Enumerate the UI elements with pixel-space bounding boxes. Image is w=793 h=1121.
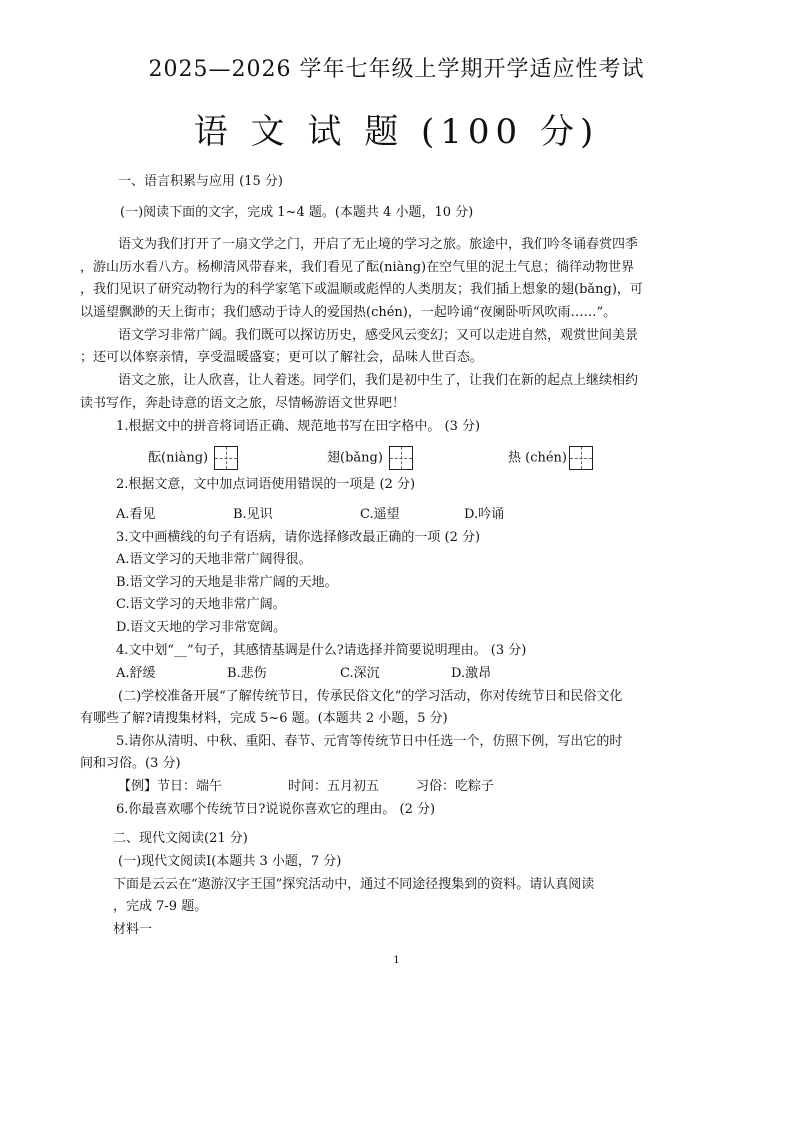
para3-line: 语文之旅，让人欣喜，让人着迷。同学们，我们是初中生了，让我们在新的起点上继续相约: [118, 373, 639, 388]
part1-intro: (一)阅读下面的文字，完成 1~4 题。(本题共 4 小题，10 分): [120, 205, 474, 220]
section1-heading: 一、语言积累与应用 (15 分): [118, 174, 283, 189]
question-5-line: 间和习俗。(3 分): [80, 756, 181, 771]
q3-option[interactable]: D.语文天地的学习非常宽阔。: [116, 620, 287, 635]
exam-subtitle: 语 文 试 题 (100 分): [193, 112, 600, 152]
question-4: 4.文中划“__”句子，其感情基调是什么?请选择并简要说明理由。 (3 分): [116, 643, 527, 658]
question-6: 6.你最喜欢哪个传统节日?说说你喜欢它的理由。 (2 分): [116, 802, 436, 817]
q1-item: [508, 446, 593, 470]
question-3: 3.文中画横线的句子有语病，请你选择修改最正确的一项 (2 分): [116, 530, 481, 545]
q1-item: [148, 446, 238, 470]
tianzige-box[interactable]: [389, 446, 413, 470]
q2-option[interactable]: B.见识: [233, 507, 273, 522]
tianzige-box[interactable]: [214, 446, 238, 470]
q4-option[interactable]: B.悲伤: [227, 666, 267, 681]
section2-part1-intro: (一)现代文阅读Ⅰ(本题共 3 小题，7 分): [118, 854, 342, 869]
question-5-line: 5.请你从清明、中秋、重阳、春节、元宵等传统节日中任选一个，仿照下例，写出它的时: [116, 734, 623, 749]
exam-title: 2025—2026 学年七年级上学期开学适应性考试: [148, 57, 645, 82]
section2-heading: 二、现代文阅读(21 分): [113, 831, 248, 846]
para1-line: ，游山历水看八方。杨柳清风带春来，我们看见了酝(niàng)在空气里的泥土气息；徜徉动物世界: [80, 260, 635, 275]
q4-option[interactable]: D.激昂: [451, 666, 492, 681]
page-number: 1: [393, 955, 400, 966]
q3-option[interactable]: A.语文学习的天地非常广阔得很。: [116, 552, 312, 567]
q5-example-custom: 习俗：吃粽子: [416, 779, 495, 794]
para1-line: 以遥望飘渺的天上街市；我们感动于诗人的爱国热(chén)，一起吟诵“夜阑卧听风吹雨……”。: [80, 305, 617, 320]
q5-example-festival: 【例】节日：端午: [118, 779, 223, 794]
para1-line: 语文为我们打开了一扇文学之门，开启了无止境的学习之旅。旅途中，我们吟冬诵春赏四季: [118, 237, 639, 252]
q2-option[interactable]: A.看见: [116, 507, 156, 522]
question-2: 2.根据文意，文中加点词语使用错误的一项是 (2 分): [116, 477, 416, 492]
q1-item-label: 酝(niàng): [148, 450, 209, 466]
para1-line: ，我们见识了研究动物行为的科学家笔下或温顺或彪悍的人类朋友；我们插上想象的翅(bǎng)，可: [80, 282, 643, 297]
section2-intro-line: ，完成 7-9 题。: [113, 899, 208, 914]
q3-option[interactable]: B.语文学习的天地是非常广阔的天地。: [116, 575, 338, 590]
part2-intro-line: (二)学校准备开展“了解传统节日，传承民俗文化”的学习活动，你对传统节日和民俗文化: [118, 689, 623, 704]
q1-item-label: 翅(bǎng): [327, 450, 383, 466]
q4-option[interactable]: A.舒缓: [116, 666, 156, 681]
q2-option[interactable]: D.吟诵: [464, 507, 505, 522]
q1-item-label: 热 (chén): [508, 450, 567, 466]
q3-option[interactable]: C.语文学习的天地非常广阔。: [116, 597, 286, 612]
material-label: 材料一: [113, 922, 153, 937]
para3-line: 读书写作，奔赴诗意的语文之旅，尽情畅游语文世界吧！: [80, 396, 406, 411]
question-1: 1.根据文中的拼音将词语正确、规范地书写在田字格中。 (3 分): [116, 419, 481, 434]
tianzige-box[interactable]: [569, 446, 593, 470]
section2-intro-line: 下面是云云在“遨游汉字王国”探究活动中，通过不同途径搜集到的资料。请认真阅读: [113, 877, 595, 892]
q1-item: [327, 446, 413, 470]
para2-line: 语文学习非常广阔。我们既可以探访历史，感受风云变幻；又可以走进自然，观赏世间美景: [118, 328, 639, 343]
para2-line: ；还可以体察亲情，享受温暖盛宴；更可以了解社会，品味人世百态。: [80, 350, 484, 365]
q2-option[interactable]: C.遥望: [360, 507, 400, 522]
q4-option[interactable]: C.深沉: [340, 666, 380, 681]
q5-example-time: 时间：五月初五: [288, 779, 380, 794]
part2-intro-line: 有哪些了解?请搜集材料，完成 5~6 题。(本题共 2 小题，5 分): [80, 711, 448, 726]
